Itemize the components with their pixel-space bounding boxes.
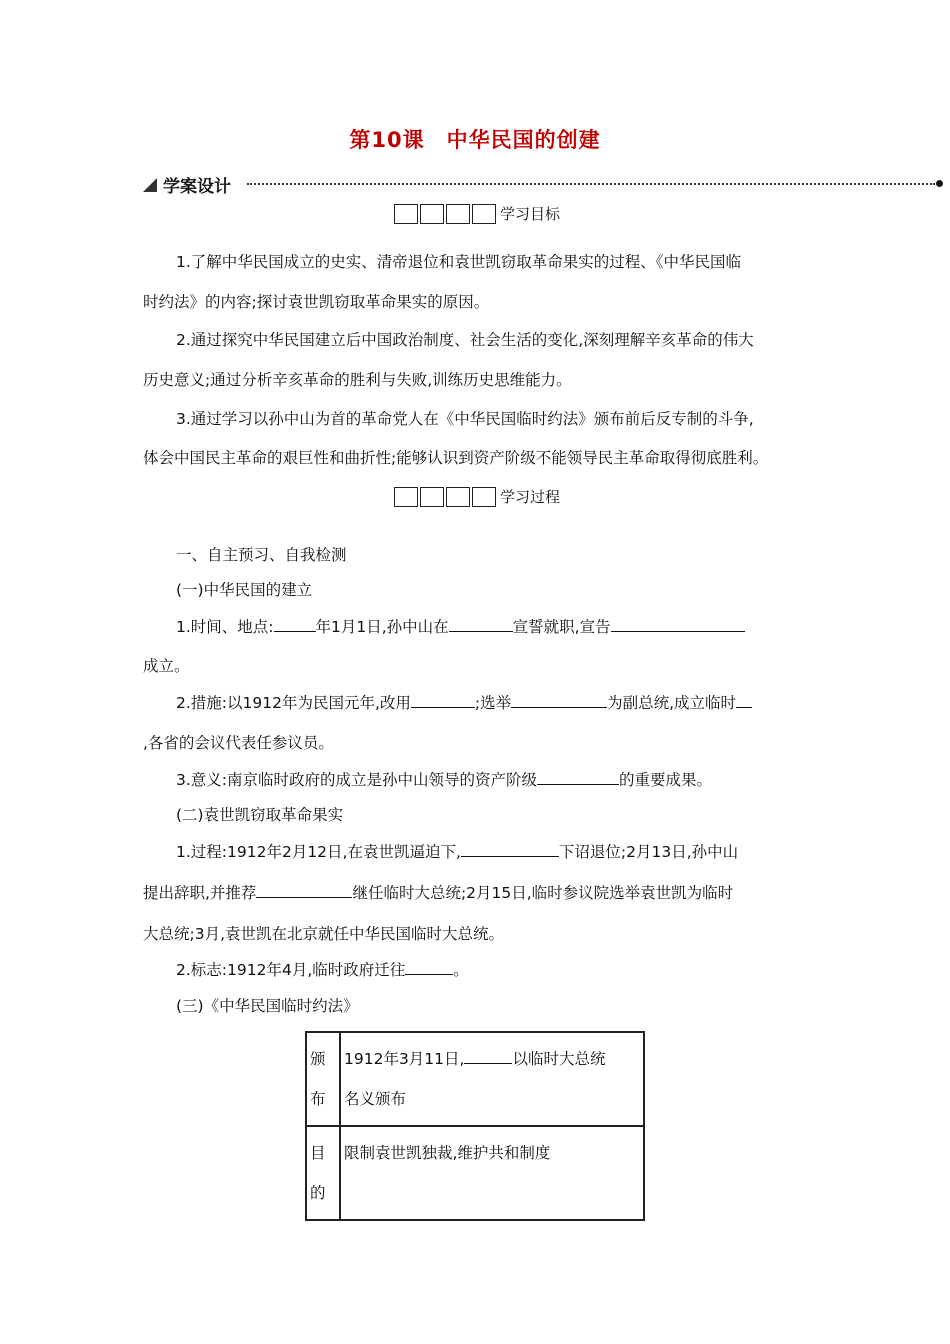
fill-blank[interactable]	[449, 617, 513, 632]
box-icon	[420, 204, 444, 224]
fill-blank[interactable]	[274, 617, 316, 632]
sub-1-title: (一)中华民国的建立	[176, 581, 313, 599]
sub-2-title: (二)袁世凯窃取革命果实	[176, 806, 344, 824]
table-row	[306, 1126, 644, 1220]
sub2-q2-line1: 2.标志:1912年4月,临时政府迁往 。	[176, 961, 469, 979]
sub2-q1-line3: 大总统;3月,袁世凯在北京就任中华民国临时大总统。	[143, 925, 505, 943]
fill-blank[interactable]	[537, 770, 619, 785]
box-icon	[420, 487, 444, 507]
goal-1-line2: 时约法》的内容;探讨袁世凯窃取革命果实的原因。	[143, 293, 490, 311]
sub1-q1-line2: 成立。	[143, 657, 190, 675]
sub1-q3-line1: 3.意义:南京临时政府的成立是孙中山领导的资产阶级 的重要成果。	[176, 771, 713, 789]
table-key-cell: 颁布	[306, 1032, 340, 1126]
goal-3-line2: 体会中国民主革命的艰巨性和曲折性;能够认识到资产阶级不能领导民主革命取得彻底胜利。	[143, 449, 769, 467]
goals-heading: 学习目标	[500, 205, 561, 223]
section-header	[143, 172, 943, 196]
box-icon	[394, 487, 418, 507]
box-icon	[394, 204, 418, 224]
goal-2-line2: 历史意义;通过分析辛亥革命的胜利与失败,训练历史思维能力。	[143, 371, 572, 389]
table-value-cell: 限制袁世凯独裁,维护共和制度	[340, 1126, 644, 1220]
fill-blank[interactable]	[411, 693, 475, 708]
fill-blank[interactable]	[256, 883, 352, 898]
sub2-q1-line1: 1.过程:1912年2月12日,在袁世凯逼迫下, 下诏退位;2月13日,孙中山	[176, 843, 739, 861]
page-title: 第10课 中华民国的创建	[349, 128, 601, 152]
goal-2-line1: 2.通过探究中华民国建立后中国政治制度、社会生活的变化,深刻理解辛亥革命的伟大	[176, 331, 754, 349]
triangle-icon	[143, 178, 157, 192]
dotted-divider	[247, 183, 935, 185]
table-row	[306, 1032, 644, 1126]
table-value-cell: 1912年3月11日, 以临时大总统 名义颁布	[340, 1032, 644, 1126]
process-heading-row	[394, 486, 560, 506]
part-1-title: 一、自主预习、自我检测	[176, 546, 347, 564]
sub1-q2-line2: ,各省的会议代表任参议员。	[143, 734, 334, 752]
table-key-cell: 目的	[306, 1126, 340, 1220]
fill-blank[interactable]	[461, 842, 559, 857]
goal-3-line1: 3.通过学习以孙中山为首的革命党人在《中华民国临时约法》颁布前后反专制的斗争,	[176, 410, 754, 428]
sub1-q2-line1: 2.措施:以1912年为民国元年,改用 ;选举 为副总统,成立临时	[176, 693, 752, 713]
sub-3-title: (三)《中华民国临时约法》	[176, 997, 359, 1015]
fill-blank[interactable]	[464, 1049, 512, 1064]
box-icon	[472, 487, 496, 507]
section-label: 学案设计	[163, 177, 231, 197]
box-icon	[446, 204, 470, 224]
process-heading: 学习过程	[500, 488, 561, 506]
fill-blank[interactable]	[611, 617, 745, 632]
box-icon	[446, 487, 470, 507]
sub1-q1-line1: 1.时间、地点: 年1月1日,孙中山在 宣誓就职,宣告	[176, 617, 745, 637]
fill-blank[interactable]	[511, 693, 607, 708]
goals-heading-row	[394, 203, 560, 223]
sub2-q1-line2: 提出辞职,并推荐 继任临时大总统;2月15日,临时参议院选举袁世凯为临时	[143, 884, 734, 902]
box-icon	[472, 204, 496, 224]
constitution-table	[305, 1031, 645, 1221]
fill-blank[interactable]	[405, 960, 453, 975]
fill-blank[interactable]	[736, 693, 752, 708]
dot-icon	[936, 180, 943, 187]
goal-1-line1: 1.了解中华民国成立的史实、清帝退位和袁世凯窃取革命果实的过程、《中华民国临	[176, 253, 742, 271]
